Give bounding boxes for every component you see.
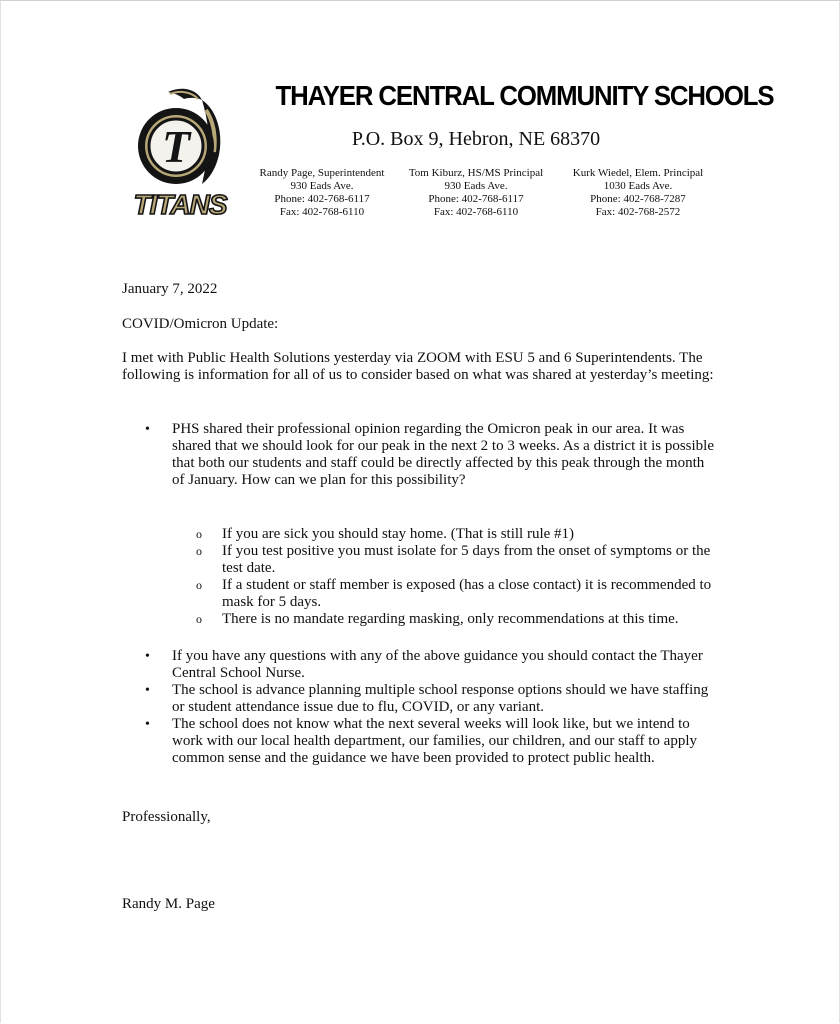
contact-street: 930 Eads Ave. [290,180,354,192]
sub-bullet-icon: o [196,544,202,558]
contact-name: Kurk Wiedel, Elem. Principal [572,167,704,179]
logo-letter: T [161,121,191,172]
sub-list-item [196,526,722,543]
letter-subject: COVID/Omicron Update: [122,316,279,332]
contact-phone: Phone: 402-768-6117 [428,193,524,205]
contact-street: 1030 Eads Ave. [603,180,673,192]
contact-superintendent [250,167,394,219]
list-item-text: PHS shared their professional opinion regarding the Omicron peak in our area. It was shared that we should look for our peak in the next 2 to 3 weeks. As a district it is possible that both our students and staff could be directly affected by this peak through the month of January. How can we plan for this possibility? [172,421,714,488]
sub-bullet-icon: o [196,612,202,626]
contact-name: Tom Kiburz, HS/MS Principal [408,167,544,179]
contact-fax: Fax: 402-768-2572 [595,206,681,218]
sub-list-item [196,543,722,577]
letter-closing: Professionally, [122,809,211,825]
school-name: THAYER CENTRAL COMMUNITY SCHOOLS [275,80,774,111]
sub-list-item-text: If you are sick you should stay home. (That is still rule #1) [222,526,575,542]
contact-elem-principal [560,167,716,219]
bullet-list-main [145,421,725,489]
titans-logo-icon [128,86,238,222]
contact-fax: Fax: 402-768-6110 [433,206,519,218]
school-address: P.O. Box 9, Hebron, NE 68370 [351,128,601,150]
contact-phone: Phone: 402-768-6117 [274,193,370,205]
sub-bullet-icon: o [196,578,202,592]
contact-hs-principal [404,167,548,219]
sub-bullet-icon: o [196,527,202,541]
sub-list-item [196,577,722,611]
sub-list-item [196,611,722,628]
contact-street: 930 Eads Ave. [444,180,508,192]
bullet-list-after [145,648,725,767]
list-item [145,716,725,767]
list-item-text: The school is advance planning multiple school response options should we have staffing or student attendance issue due to flu, COVID, or any variant. [172,682,709,715]
contact-phone: Phone: 402-768-7287 [590,193,686,205]
logo-wordmark: TITANS [133,189,227,220]
bullet-icon: • [145,649,150,664]
letter-intro: I met with Public Health Solutions yesterday via ZOOM with ESU 5 and 6 Superintendents. The following is information for all of us to consider based on what was shared at yesterday’s meeting: [122,350,714,383]
list-item [145,648,725,682]
list-item-text: The school does not know what the next several weeks will look like, but we intend to work with our local health department, our families, our children, and our staff to apply common sense and the guidance we have been provided to protect public health. [172,716,697,766]
sub-bullet-list [196,526,722,628]
sub-list-item-text: There is no mandate regarding masking, only recommendations at this time. [222,611,679,627]
bullet-icon: • [145,717,150,732]
list-item-text: If you have any questions with any of the above guidance you should contact the Thayer Central School Nurse. [172,648,703,681]
bullet-icon: • [145,683,150,698]
letter-date: January 7, 2022 [122,281,218,297]
list-item [145,682,725,716]
sub-list-item-text: If you test positive you must isolate for 5 days from the onset of symptoms or the test date. [222,543,711,576]
contact-fax: Fax: 402-768-6110 [279,206,365,218]
bullet-icon: • [145,422,150,437]
sub-list-item-text: If a student or staff member is exposed (has a close contact) it is recommended to mask for 5 days. [222,577,712,610]
list-item [145,421,725,489]
letter-signature: Randy M. Page [122,896,215,912]
contact-name: Randy Page, Superintendent [259,167,385,179]
